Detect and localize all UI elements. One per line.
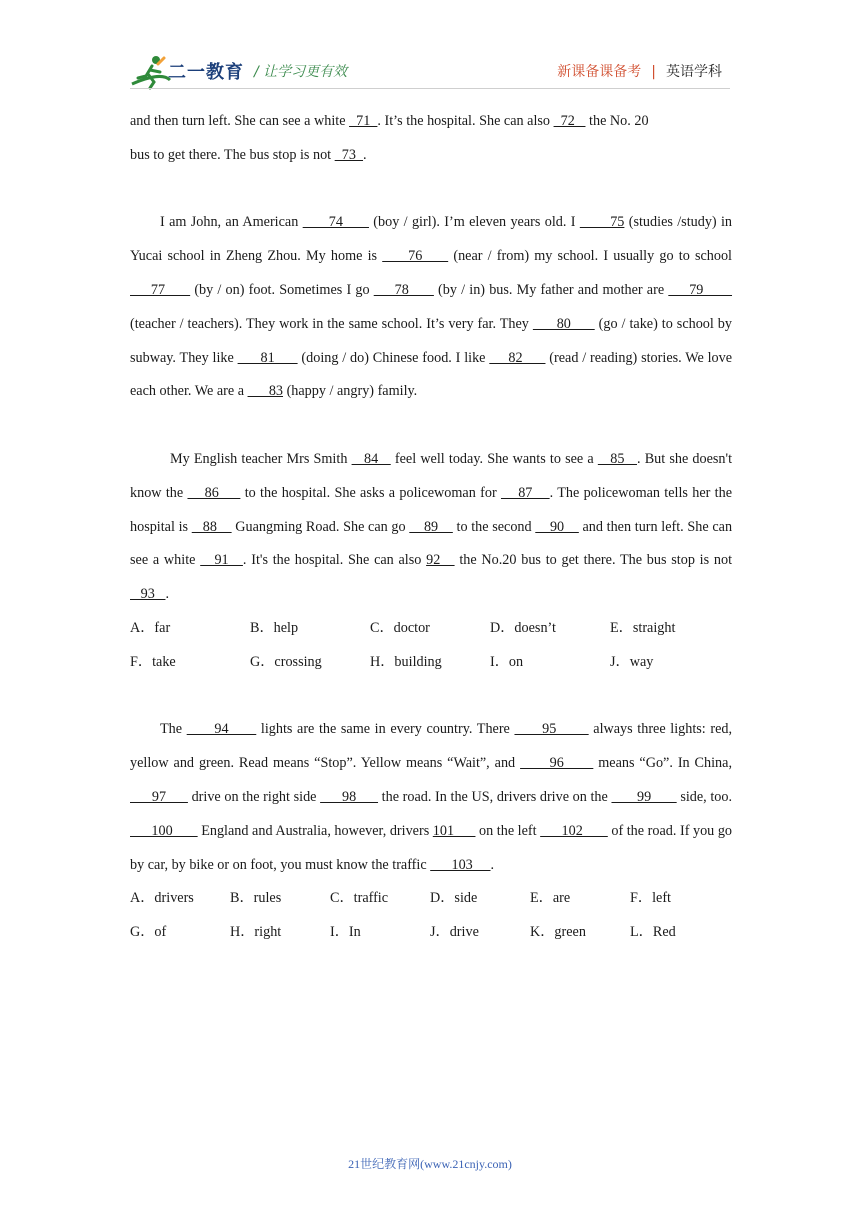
blank-92: 92 <box>426 552 455 569</box>
blank-87: 87 <box>500 484 550 501</box>
text-run: . <box>363 146 367 163</box>
text-run: (happy / angry) family. <box>283 383 418 400</box>
header-right <box>557 61 722 81</box>
blank-91: 91 <box>200 552 243 569</box>
blank-95: 95 <box>514 721 589 738</box>
blank-96: 96 <box>520 755 594 772</box>
blank-82: 82 <box>489 349 546 366</box>
text-run: (by / on) foot. Sometimes I go <box>190 281 374 298</box>
option: G．of <box>130 924 167 941</box>
header-subject: 英语学科 <box>666 64 722 80</box>
blank-98: 98 <box>320 788 379 805</box>
blank-86: 86 <box>187 484 241 501</box>
text-run: . But she doesn't know the <box>130 450 733 501</box>
option: B．help <box>250 619 299 636</box>
blank-81: 81 <box>237 349 298 366</box>
option: C．traffic <box>330 890 389 907</box>
text-run: drive on the right side <box>187 788 321 805</box>
text-run: Guangming Road. She can go <box>231 518 410 535</box>
option: I．on <box>490 653 524 670</box>
header-right-text: 新课备课备考 <box>557 64 642 80</box>
option: B．rules <box>230 890 282 907</box>
passage-1 <box>130 105 732 173</box>
logo-text: 二一教育 <box>168 62 244 83</box>
option: J．drive <box>430 924 479 941</box>
text-run: the road. In the US, drivers drive on the <box>378 788 612 805</box>
blank-72: 72 <box>553 113 586 129</box>
options-row <box>130 916 732 950</box>
text-run: on the left <box>475 822 541 839</box>
blank-97: 97 <box>130 788 188 805</box>
text-run: the No.20 bus to get there. The bus stop is not <box>454 552 733 569</box>
text-run: (near / from) my school. I usually go to school <box>448 248 733 265</box>
text-run: . <box>165 586 170 603</box>
blank-79: 79 <box>668 281 733 298</box>
passage-4 <box>130 713 732 882</box>
blank-101: 101 <box>432 822 476 839</box>
blank-88: 88 <box>191 518 232 535</box>
option: J．way <box>610 653 654 670</box>
blank-83: 83 <box>247 383 284 400</box>
blank-100: 100 <box>130 822 198 839</box>
option: L．Red <box>630 924 676 941</box>
blank-84: 84 <box>351 450 391 467</box>
text-run: to the hospital. She asks a policewoman for <box>240 484 501 501</box>
text-run: side, too. <box>676 788 733 805</box>
text-run: feel well today. She wants to see a <box>390 450 598 467</box>
text-run: (by / in) bus. My father and mother are <box>433 281 669 298</box>
option: D．doesn’t <box>490 619 556 636</box>
blank-73: 73 <box>334 146 364 163</box>
option: F．take <box>130 653 176 670</box>
text-run: . It’s the hospital. She can also <box>377 113 554 129</box>
option: G．crossing <box>250 653 322 670</box>
blank-74: 74 <box>302 214 369 231</box>
text-run: bus to get there. The bus stop is not <box>130 146 335 163</box>
option: H．right <box>230 924 282 941</box>
text-run: My English teacher Mrs Smith <box>170 450 352 467</box>
text-run: England and Australia, however, drivers <box>197 822 433 839</box>
text-run: means “Go”. In China, <box>593 755 732 772</box>
text-run: (doing / do) Chinese food. I like <box>297 349 490 366</box>
blank-103: 103 <box>430 856 491 873</box>
option: E．straight <box>610 619 676 636</box>
header-divider <box>130 88 730 89</box>
blank-77: 77 <box>130 281 191 298</box>
option: K．green <box>530 924 586 941</box>
blank-99: 99 <box>611 788 677 805</box>
passage-3 <box>130 443 732 612</box>
blank-102: 102 <box>540 822 608 839</box>
blank-76: 76 <box>382 248 449 265</box>
blank-90: 90 <box>535 518 579 535</box>
passage-2 <box>130 206 732 409</box>
document-body <box>130 105 732 950</box>
blank-75: 75 <box>579 214 625 231</box>
option: D．side <box>430 890 478 907</box>
blank-71: 71 <box>349 113 378 129</box>
option: A．far <box>130 619 171 636</box>
page-header <box>0 0 860 100</box>
text-run: to the second <box>452 518 536 535</box>
text-run: the No. 20 <box>585 113 649 129</box>
text-run: (boy / girl). I’m eleven years old. I <box>368 214 580 231</box>
text-run: (studies /study) in Yucai school in Zheng Zhou. My home is <box>130 214 733 265</box>
text-run: . The policewoman tells her the hospital is <box>130 484 733 535</box>
blank-89: 89 <box>409 518 453 535</box>
text-run: (teacher / teachers). They work in the same school. It’s very far. They <box>130 315 533 332</box>
option: A．drivers <box>130 890 194 907</box>
option: C．doctor <box>370 619 430 636</box>
page-footer[interactable]: 21世纪教育网(www.21cnjy.com) <box>348 1157 512 1171</box>
text-run: I am John, an American <box>160 214 303 231</box>
option: E．are <box>530 890 571 907</box>
option: I．In <box>330 924 361 941</box>
text-run: always three lights: red, yellow and green. Read means “Stop”. Yellow means “Wait”, and <box>130 721 733 772</box>
blank-94: 94 <box>186 721 257 738</box>
text-run: and then turn left. She can see a white <box>130 113 350 129</box>
slogan: / 让学习更有效 <box>254 64 348 80</box>
header-separator: | <box>651 64 656 80</box>
option: H．building <box>370 653 442 670</box>
options-row <box>130 612 732 646</box>
blank-93: 93 <box>130 586 166 603</box>
text-run: The <box>160 721 187 738</box>
blank-85: 85 <box>597 450 637 467</box>
options-row <box>130 646 732 680</box>
text-run: (read / reading) stories. We love each other. We are a <box>130 349 733 400</box>
options-row <box>130 882 732 916</box>
text-run: of the road. If you go by car, by bike or on foot, you must know the traffic <box>130 822 733 873</box>
text-run: . <box>490 856 495 873</box>
option: F．left <box>630 890 671 907</box>
text-run: lights are the same in every country. There <box>256 721 515 738</box>
text-run: (go / take) to school by subway. They like <box>130 315 732 366</box>
text-run: and then turn left. She can see a white <box>130 518 733 569</box>
text-run: . It's the hospital. She can also <box>242 552 427 569</box>
blank-80: 80 <box>532 315 595 332</box>
blank-78: 78 <box>373 281 434 298</box>
